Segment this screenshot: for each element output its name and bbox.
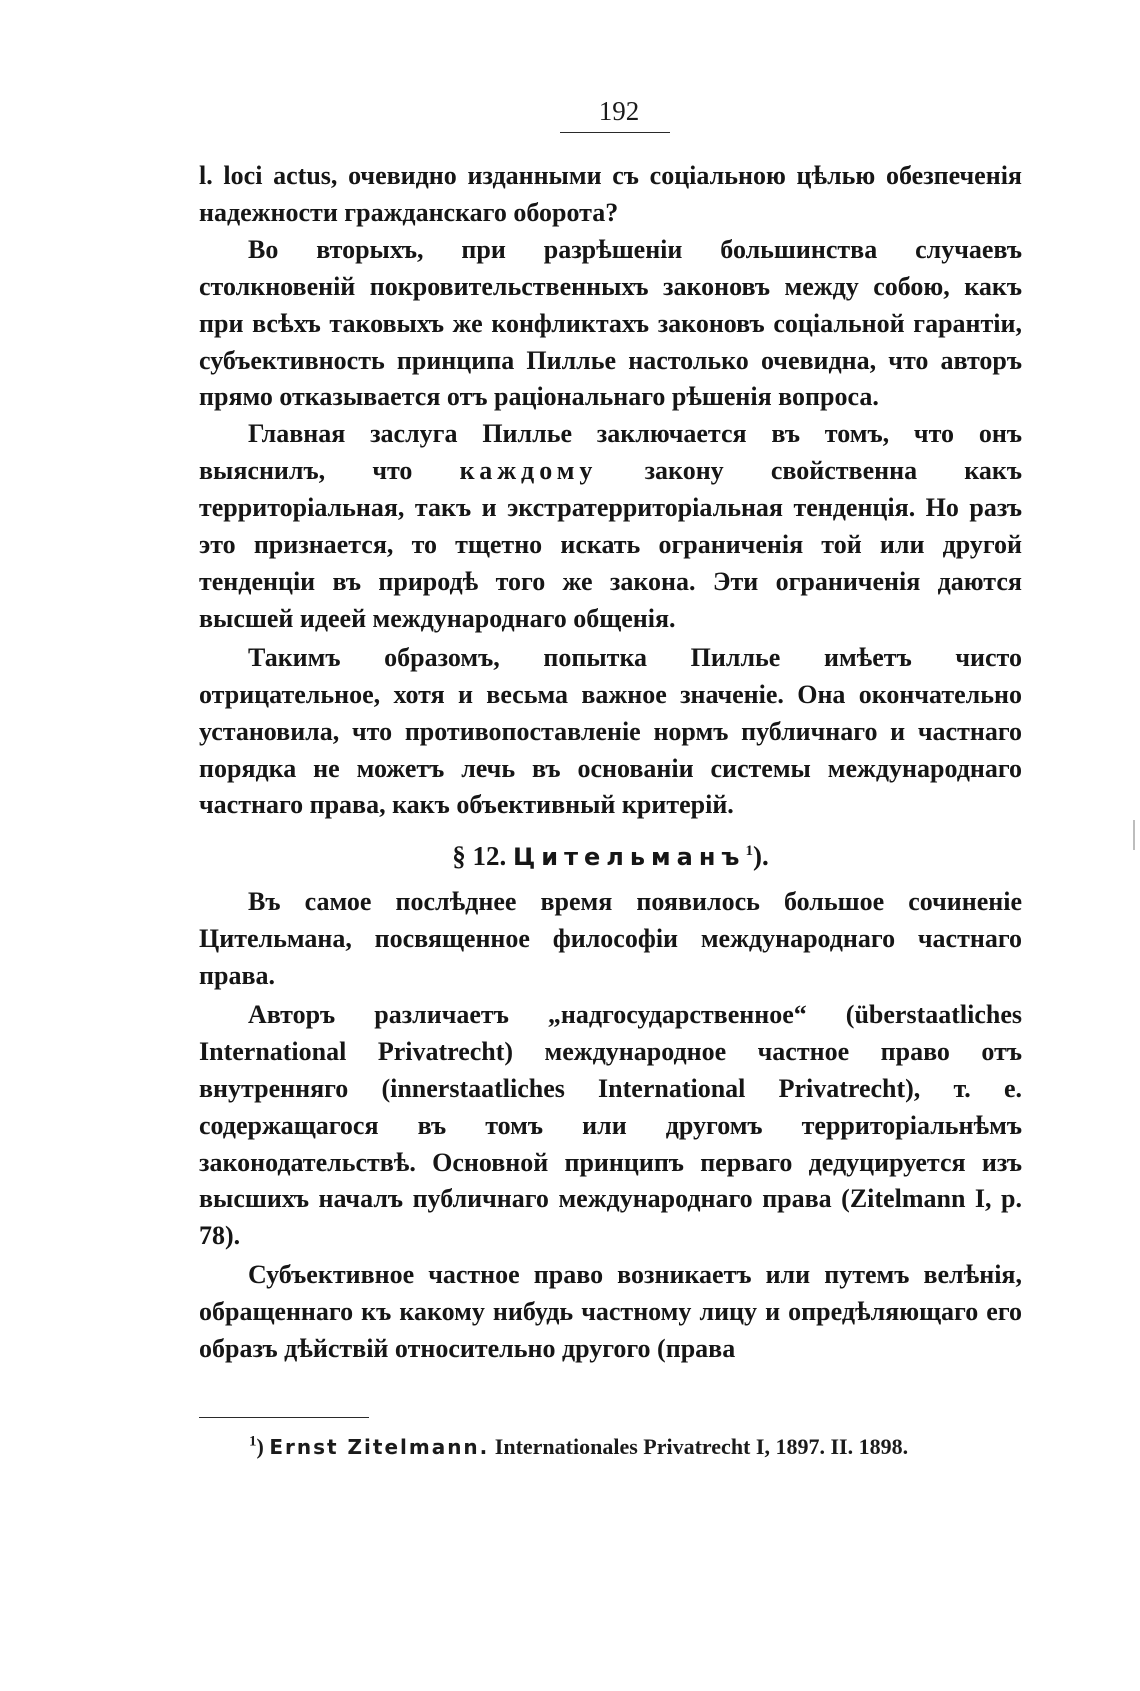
page-number-rule (560, 132, 670, 133)
footnote-mark: 1 (249, 1433, 257, 1450)
scan-edge-mark (1133, 820, 1135, 850)
footnote-reference: 1 (745, 843, 753, 860)
section-title: Цительманъ (513, 843, 746, 872)
section-sign: § 12. (452, 841, 507, 872)
footnote-citation: Internationales Privatrecht I, 1897. II. 1898. (494, 1434, 909, 1459)
paragraph-subjective-right: Субъективное частное право возникаетъ или путемъ велѣнія, обращеннаго къ какому нибудь частному лицу и опредѣляющаго его образъ дѣйствій относительно другого (права (199, 1260, 1022, 1364)
paragraph-main-merit (199, 416, 1022, 637)
paragraph-main-merit-start: Главная заслуга Пилльe заключается въ томъ, что онъ выяснилъ, что (199, 419, 1022, 486)
body-text (199, 158, 1022, 1368)
section-heading (199, 838, 1022, 876)
emphasized-word: каждому (459, 456, 598, 486)
footnote (249, 1434, 1049, 1460)
paragraph-main-merit-end: закону свойственна какъ территоріальная, такъ и экстратерриторіальная тенденція. Но разъ это признается, то тщетно искать ограниченія той или другой тенденціи въ природѣ того же закона. Эти ограниченія даются высшей идеей международнаго общенія. (199, 456, 1022, 633)
footnote-author: Ernst Zitelmann. (269, 1435, 490, 1459)
footnote-mark-closing: ) (256, 1434, 264, 1459)
section-heading-closing: ). (752, 841, 769, 872)
footnote-rule (199, 1417, 369, 1418)
paragraph-conclusion: Такимъ образомъ, попытка Пилльe имѣетъ чисто отрицательное, хотя и весьма важное значеніе. Она окончательно установила, что противопоставленіе нормъ публичнаго и частнаго порядка не можетъ лечь въ основаніи системы международнаго частнаго права, какъ объективный критерій. (199, 642, 1022, 820)
paragraph-continuation: l. loci actus, очевидно изданными съ соціальною цѣлью обезпеченія надежности гражданскаго оборота? (199, 161, 1022, 227)
paragraph-second-point: Во вторыхъ, при разрѣшеніи большинства случаевъ столкновеній покровительственныхъ законовъ между собою, какъ при всѣхъ таковыхъ же конфликтахъ законовъ соціальной гарантіи, субъективность принципа Пилльe настолько очевидна, что авторъ прямо отказывается отъ раціональнаго рѣшенія вопроса. (199, 234, 1022, 412)
page-number: 192 (598, 96, 640, 126)
paragraph-author-distinguishes: Авторъ различаетъ „надгосударственное“ (überstaatliches International Privatrecht) международное частное право отъ внутренняго (innerstaatliches International Privatrecht), т. е. содержащагося въ томъ или другомъ территоріальнѣмъ законодательствѣ. Основной принципъ перваго дедуцируется изъ высшихъ началъ публичнаго международнаго права (Zitelmann I, p. 78). (199, 999, 1022, 1251)
paragraph-intro-zitelmann: Въ самое послѣднее время появилось большое сочиненіе Цительмана, посвященное философіи международнаго частнаго права. (199, 887, 1022, 991)
